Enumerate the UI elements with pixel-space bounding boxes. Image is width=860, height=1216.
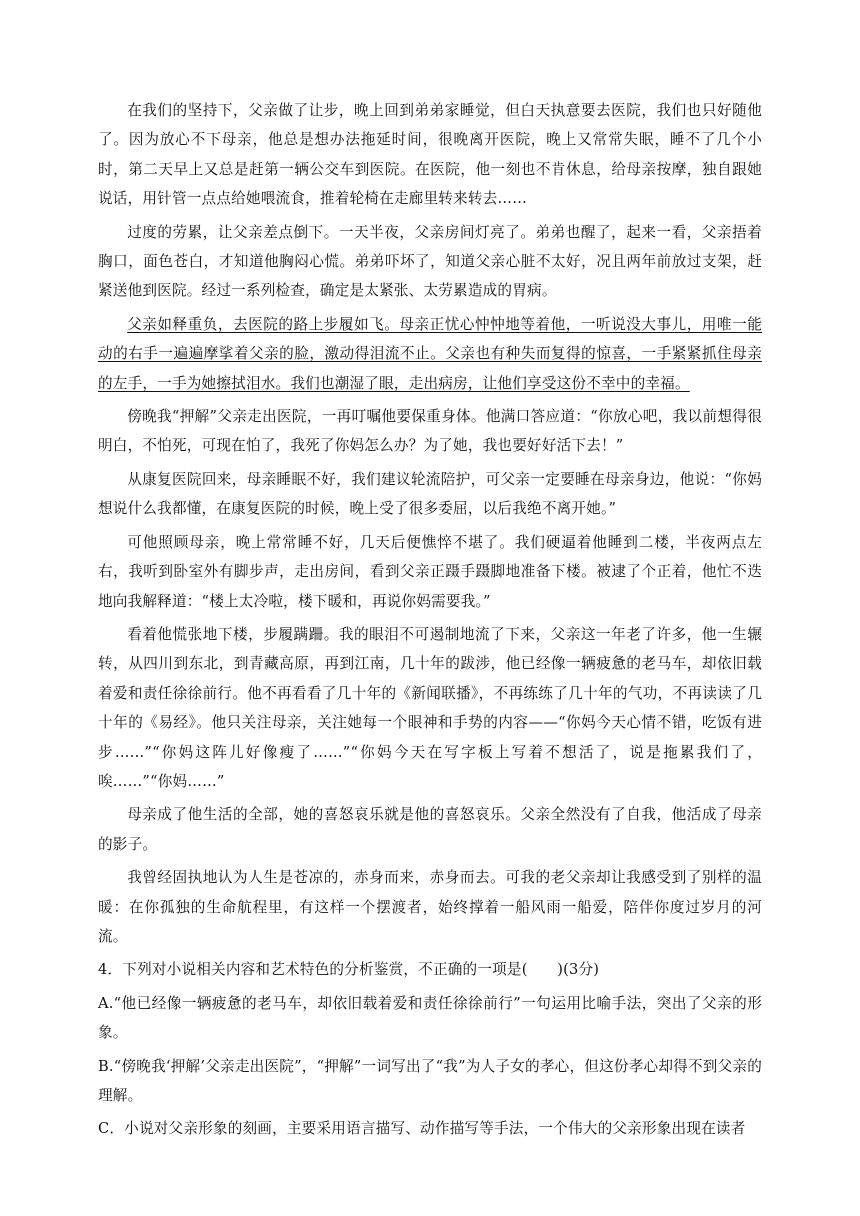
passage-paragraph-1: 在我们的坚持下，父亲做了让步，晚上回到弟弟家睡觉，但白天执意要去医院，我们也只好随他了。因为放心不下母亲，他总是想办法拖延时间，很晚离开医院，晚上又常常失眠，睡不了几个小时，第二天早上又总是赶第一辆公交车到医院。在医院，他一刻也不肯休息，给母亲按摩，独自跟她说话，用针管一点点给她喂流食，推着轮椅在走廊里转来转去…… — [98, 102, 762, 208]
underlined-text: 父亲如释重负，去医院的路上步履如飞。母亲正忧心忡忡地等着他，一听说没大事儿，用唯一能动的右手一遍遍摩挲着父亲的脸，激动得泪流不止。父亲也有种失而复得的惊喜，一手紧紧抓住母亲的左手，一手为她擦拭泪水。我们也潮湿了眼，走出病房，让他们享受这份不幸中的幸福。 — [98, 315, 762, 392]
passage-paragraph-8: 母亲成了他生活的全部，她的喜怒哀乐就是他的喜怒哀乐。父亲全然没有了自我，他活成了母亲的影子。 — [98, 806, 762, 853]
passage-paragraph-6: 可他照顾母亲，晚上常常睡不好，几天后便憔悴不堪了。我们硬逼着他睡到二楼，半夜两点左右，我听到卧室外有脚步声，走出房间，看到父亲正蹑手蹑脚地准备下楼。被逮了个正着，他忙不迭地向我解释道：“楼上太冷啦，楼下暖和，再说你妈需要我。” — [98, 533, 762, 610]
passage-paragraph-9: 我曾经固执地认为人生是苍凉的，赤身而来，赤身而去。可我的老父亲却让我感受到了别样的温暖：在你孤独的生命航程里，有这样一个摆渡者，始终撑着一船风雨一船爱，陪伴你度过岁月的河流。 — [98, 869, 762, 945]
question-4-stem: 4．下列对小说相关内容和艺术特色的分析鉴赏，不正确的一项是( )(3分) — [98, 961, 600, 979]
passage-paragraph-5: 从康复医院回来，母亲睡眠不好，我们建议轮流陪护，可父亲一定要睡在母亲身边，他说：“你妈想说什么我都懂，在康复医院的时候，晚上受了很多委屈，以后我绝不离开她。” — [98, 470, 762, 518]
passage-paragraph-3-underlined — [98, 310, 762, 398]
question-4-option-a: A.“他已经像一辆疲惫的老马车，却依旧载着爱和责任徐徐前行”一句运用比喻手法，突出了父亲的形象。 — [98, 994, 762, 1042]
question-4-option-c: C．小说对父亲形象的刻画，主要采用语言描写、动作描写等手法，一个伟大的父亲形象出现在读者 — [98, 1120, 746, 1138]
passage-paragraph-7: 看着他慌张地下楼，步履蹒跚。我的眼泪不可遏制地流了下来，父亲这一年老了许多，他一生辗转，从四川到东北，到青藏高原，再到江南，几十年的跋涉，他已经像一辆疲惫的老马车，却依旧载着爱和责任徐徐前行。他不再看看了几十年的《新闻联播》，不再练练了几十年的气功，不再读读了几十年的《易经》。他只关注母亲，关注她每一个眼神和手势的内容——“你妈今天心情不错，吃饭有进步……”“你妈这阵儿好像瘦了……”“你妈今天在写字板上写着不想活了，说是拖累我们了，唉……”“你妈……” — [98, 625, 762, 790]
passage-paragraph-2: 过度的劳累，让父亲差点倒下。一天半夜，父亲房间灯亮了。弟弟也醒了，起来一看，父亲捂着胸口，面色苍白，才知道他胸闷心慌。弟弟吓坏了，知道父亲心脏不太好，况且两年前放过支架，赶紧送他到医院。经过一系列检查，确定是太紧张、太劳累造成的胃病。 — [98, 223, 762, 300]
question-4-option-b: B.“傍晚我‘押解’父亲走出医院”，“押解”一词写出了“我”为人子女的孝心，但这份孝心却得不到父亲的理解。 — [98, 1057, 762, 1104]
passage-paragraph-4: 傍晚我“押解”父亲走出医院，一再叮嘱他要保重身体。他满口答应道：“你放心吧，我以前想得很明白，不怕死，可现在怕了，我死了你妈怎么办？为了她，我也要好好活下去！” — [98, 408, 762, 455]
